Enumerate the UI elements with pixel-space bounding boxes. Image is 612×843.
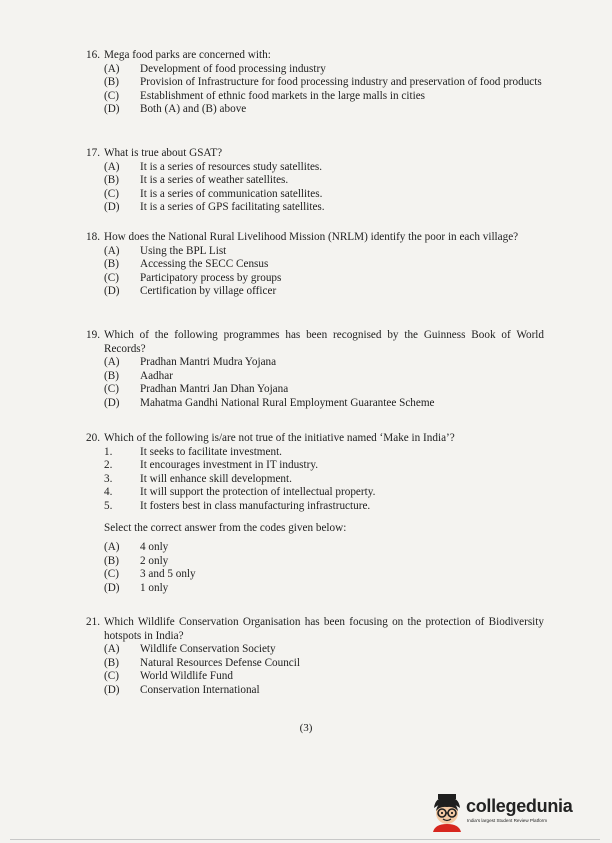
question-20 xyxy=(86,432,544,596)
option-text: Both (A) and (B) above xyxy=(140,103,247,116)
page-edge-divider xyxy=(10,839,600,840)
option-text: Pradhan Mantri Jan Dhan Yojana xyxy=(140,383,289,396)
option-label: (D) xyxy=(104,103,120,116)
question-number: 17. xyxy=(86,147,100,159)
statement-text: It fosters best in class manufacturing infrastructure. xyxy=(140,499,371,512)
option-label: (C) xyxy=(104,670,119,683)
option-text: 2 only xyxy=(140,554,169,567)
question-number: 21. xyxy=(86,616,100,628)
statement-text: It will support the protection of intellectual property. xyxy=(140,486,376,499)
statement-1 xyxy=(86,446,544,460)
option-text: 3 and 5 only xyxy=(140,568,196,581)
option-text: Natural Resources Defense Council xyxy=(140,656,300,669)
question-text: Which of the following programmes has been recognised by the Guinness Book of World Records? xyxy=(103,329,544,355)
option-d xyxy=(86,397,544,411)
option-c xyxy=(86,90,544,104)
option-label: (B) xyxy=(104,76,119,89)
option-label: (C) xyxy=(104,271,119,284)
option-label: (B) xyxy=(104,554,119,567)
question-number: 20. xyxy=(86,432,100,444)
question-text: What is true about GSAT? xyxy=(103,147,223,159)
statement-text: It seeks to facilitate investment. xyxy=(140,445,282,458)
option-text: It is a series of communication satellites. xyxy=(140,187,323,200)
page-number: (3) xyxy=(299,722,313,734)
option-text: Pradhan Mantri Mudra Yojana xyxy=(140,356,277,369)
option-b xyxy=(86,76,544,90)
option-text: Conservation International xyxy=(140,683,260,696)
option-d xyxy=(86,201,544,215)
option-text: Using the BPL List xyxy=(140,244,227,257)
option-text: It is a series of resources study satellites. xyxy=(140,160,323,173)
option-label: (A) xyxy=(104,244,120,257)
option-text: Provision of Infrastructure for food processing industry and preservation of food products xyxy=(140,76,542,89)
option-text: 1 only xyxy=(140,581,169,594)
option-text: World Wildlife Fund xyxy=(140,670,233,683)
option-b xyxy=(86,555,544,569)
question-stem xyxy=(86,432,544,446)
question-stem xyxy=(86,49,544,63)
option-label: (C) xyxy=(104,383,119,396)
brand-tagline: India's largest Student Review Platform xyxy=(467,818,548,823)
option-label: (B) xyxy=(104,258,119,271)
option-label: (C) xyxy=(104,187,119,200)
option-a xyxy=(86,63,544,77)
question-text: How does the National Rural Livelihood Mission (NRLM) identify the poor in each village? xyxy=(103,231,519,243)
statement-3 xyxy=(86,473,544,487)
option-text: Certification by village officer xyxy=(140,285,277,298)
option-label: (D) xyxy=(104,285,120,298)
question-stem xyxy=(86,616,544,643)
student-mascot-icon xyxy=(430,794,464,832)
statement-label: 1. xyxy=(104,445,113,458)
question-number: 16. xyxy=(86,49,100,61)
question-16 xyxy=(86,49,544,117)
option-label: (A) xyxy=(104,541,120,554)
option-text: 4 only xyxy=(140,541,169,554)
option-d xyxy=(86,103,544,117)
statement-text: It encourages investment in IT industry. xyxy=(140,459,319,472)
option-label: (D) xyxy=(104,581,120,594)
option-text: Establishment of ethnic food markets in the large malls in cities xyxy=(140,89,426,102)
option-b xyxy=(86,258,544,272)
option-label: (B) xyxy=(104,174,119,187)
option-label: (B) xyxy=(104,656,119,669)
statement-label: 2. xyxy=(104,459,113,472)
option-a xyxy=(86,245,544,259)
question-21 xyxy=(86,616,544,698)
option-label: (A) xyxy=(104,643,120,656)
question-stem xyxy=(86,231,544,245)
option-a xyxy=(86,161,544,175)
option-label: (D) xyxy=(104,201,120,214)
statement-label: 5. xyxy=(104,499,113,512)
question-text: Which of the following is/are not true of the initiative named ‘Make in India’? xyxy=(103,432,455,444)
statement-text: It will enhance skill development. xyxy=(140,472,292,485)
question-17 xyxy=(86,147,544,215)
brand-logo xyxy=(430,794,605,834)
option-text: Wildlife Conservation Society xyxy=(140,643,276,656)
statement-label: 3. xyxy=(104,472,113,485)
option-a xyxy=(86,643,544,657)
option-text: Accessing the SECC Census xyxy=(140,258,269,271)
option-label: (B) xyxy=(104,369,119,382)
option-c xyxy=(86,272,544,286)
question-stem xyxy=(86,329,544,356)
question-number: 19. xyxy=(86,329,100,341)
option-text: It is a series of weather satellites. xyxy=(140,174,289,187)
option-c xyxy=(86,188,544,202)
option-label: (A) xyxy=(104,62,120,75)
question-18 xyxy=(86,231,544,299)
option-text: Aadhar xyxy=(140,369,173,382)
option-label: (C) xyxy=(104,89,119,102)
statement-label: 4. xyxy=(104,486,113,499)
option-c xyxy=(86,383,544,397)
statement-2 xyxy=(86,459,544,473)
option-text: Mahatma Gandhi National Rural Employment Guarantee Scheme xyxy=(140,396,435,409)
question-number: 18. xyxy=(86,231,100,243)
option-label: (C) xyxy=(104,568,119,581)
question-text: Mega food parks are concerned with: xyxy=(103,49,271,61)
option-d xyxy=(86,582,544,596)
question-text: Which Wildlife Conservation Organisation has been focusing on the protection of Biodiversity hotspots in India? xyxy=(103,616,544,642)
question-stem xyxy=(86,147,544,161)
option-a xyxy=(86,541,544,555)
option-label: (D) xyxy=(104,396,120,409)
option-d xyxy=(86,285,544,299)
option-c xyxy=(86,568,544,582)
option-label: (A) xyxy=(104,356,120,369)
question-19 xyxy=(86,329,544,411)
option-text: Participatory process by groups xyxy=(140,271,282,284)
option-a xyxy=(86,356,544,370)
option-b xyxy=(86,657,544,671)
option-text: Development of food processing industry xyxy=(140,62,326,75)
option-label: (A) xyxy=(104,160,120,173)
statement-5 xyxy=(86,500,544,514)
option-d xyxy=(86,684,544,698)
option-b xyxy=(86,370,544,384)
statement-4 xyxy=(86,486,544,500)
option-text: It is a series of GPS facilitating satellites. xyxy=(140,201,325,214)
brand-name: collegedunia xyxy=(466,796,573,816)
option-label: (D) xyxy=(104,683,120,696)
option-b xyxy=(86,174,544,188)
option-c xyxy=(86,670,544,684)
instruction-text: Select the correct answer from the codes given below: xyxy=(104,521,347,534)
